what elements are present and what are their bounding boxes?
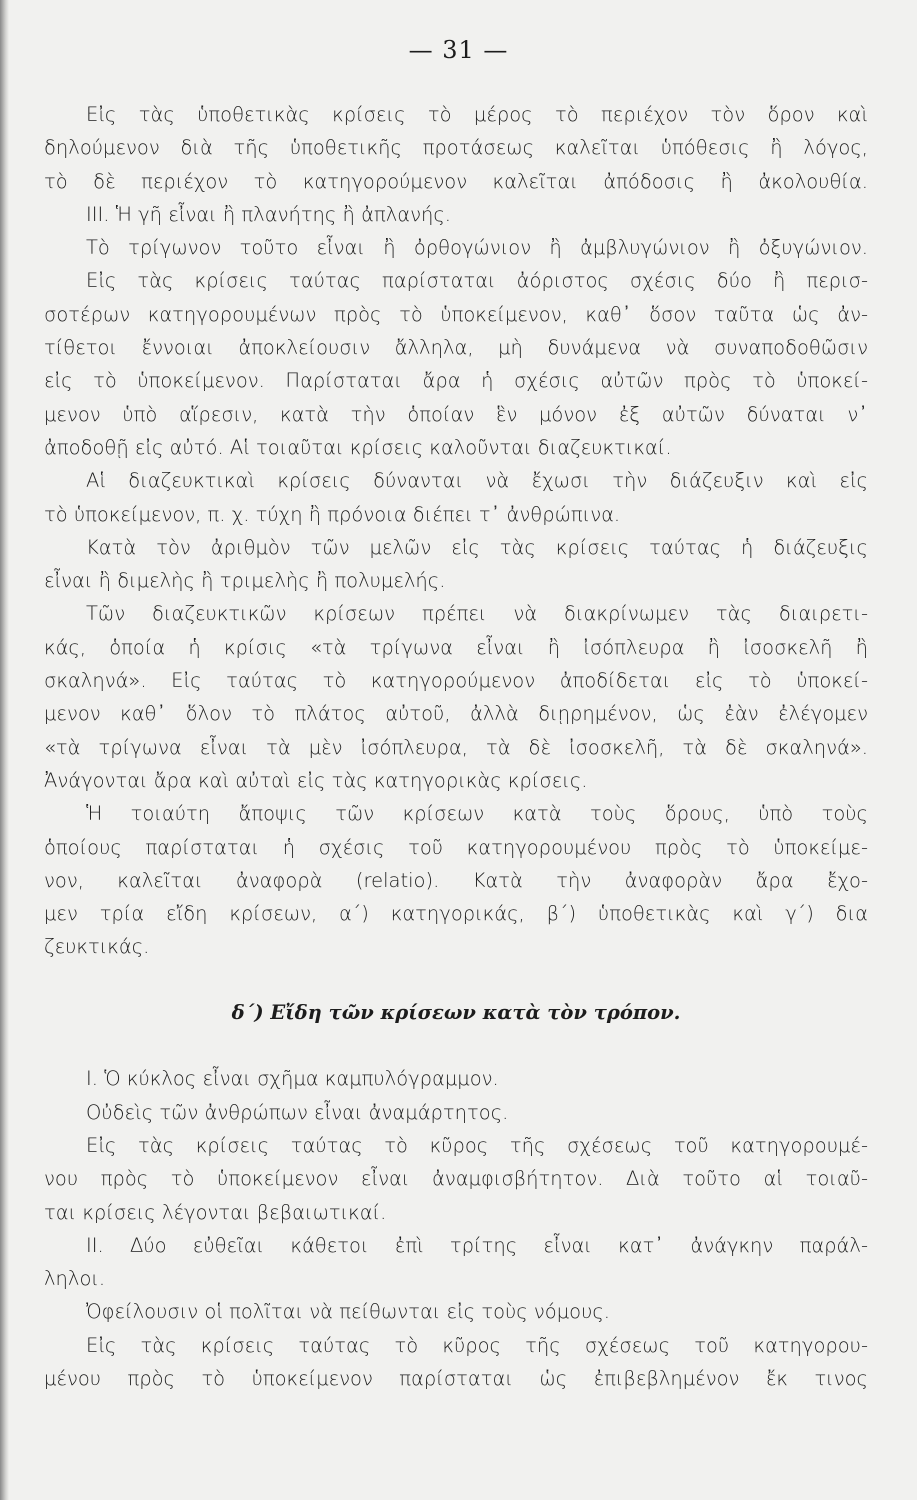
text-line: Τῶν διαζευκτικῶν κρίσεων πρέπει νὰ διακρίνωμεν τὰς διαιρετι- bbox=[86, 602, 868, 626]
text-line: Ἡ τοιαύτη ἄποψις τῶν κρίσεων κατὰ τοὺς ὅρους, ὑπὸ τοὺς bbox=[86, 802, 868, 826]
text-line: Αἱ διαζευκτικαὶ κρίσεις δύνανται νὰ ἔχωσι τὴν διάζευξιν καὶ εἰς bbox=[86, 469, 868, 493]
text-line: Ὀφείλουσιν οἱ πολῖται νὰ πείθωνται εἰς τοὺς νόμους. bbox=[86, 1300, 611, 1324]
section-gap bbox=[44, 1046, 868, 1062]
text-line: III. Ἡ γῆ εἶναι ἢ πλανήτης ἢ ἀπλανής. bbox=[86, 202, 451, 226]
text-line: ὁποίους παρίσταται ἡ σχέσις τοῦ κατηγορουμένου πρὸς τὸ ὑποκείμε- bbox=[44, 835, 868, 859]
text-line: κάς, ὁποία ἡ κρίσις «τὰ τρίγωνα εἶναι ἢ ἰσόπλευρα ἢ ἰσοσκελῆ ἢ bbox=[44, 635, 868, 659]
text-line: εἰς τὸ ὑποκείμενον. Παρίσταται ἄρα ἡ σχέσις αὐτῶν πρὸς τὸ ὑποκεί- bbox=[44, 369, 868, 393]
text-line: νου πρὸς τὸ ὑποκείμενον εἶναι ἀναμφισβήτητον. Διὰ τοῦτο αἱ τοιαῦ- bbox=[44, 1167, 868, 1191]
text-line: μενον ὑπὸ αἵρεσιν, κατὰ τὴν ὁποίαν ἓν μόνον ἐξ αὐτῶν δύναται ν᾽ bbox=[44, 402, 868, 426]
text-line: «τὰ τρίγωνα εἶναι τὰ μὲν ἰσόπλευρα, τὰ δὲ ἰσοσκελῆ, τὰ δὲ σκαληνά». bbox=[44, 735, 868, 759]
text-line: ληλοι. bbox=[44, 1267, 106, 1291]
text-line: δηλούμενον διὰ τῆς ὑποθετικῆς προτάσεως καλεῖται ὑπόθεσις ἢ λόγος, bbox=[44, 136, 868, 160]
text-line: μενον καθ᾽ ὅλον τὸ πλάτος αὐτοῦ, ἀλλὰ διῃρημένον, ὡς ἐὰν ἐλέγομεν bbox=[44, 702, 868, 726]
text-block-forms-of-judgment bbox=[44, 98, 868, 964]
section-heading: δ΄) Εἴδη τῶν κρίσεων κατὰ τὸν τρόπον. bbox=[231, 1000, 681, 1024]
text-line: Εἰς τὰς ὑποθετικὰς κρίσεις τὸ μέρος τὸ περιέχον τὸν ὅρον καὶ bbox=[86, 103, 868, 126]
text-line: νον, καλεῖται ἀναφορὰ (relatio). Κατὰ τὴν ἀναφορὰν ἄρα ἔχο- bbox=[44, 868, 868, 892]
text-line: σκαληνά». Εἰς ταύτας τὸ κατηγορούμενον ἀποδίδεται εἰς τὸ ὑποκεί- bbox=[44, 669, 868, 693]
text-line: Εἰς τὰς κρίσεις ταύτας τὸ κῦρος τῆς σχέσεως τοῦ κατηγορουμέ- bbox=[86, 1133, 868, 1157]
text-line: ται κρίσεις λέγονται βεβαιωτικαί. bbox=[44, 1200, 387, 1224]
text-line: Εἰς τὰς κρίσεις ταύτας τὸ κῦρος τῆς σχέσεως τοῦ κατηγορου- bbox=[86, 1333, 868, 1357]
text-line: τὸ ὑποκείμενον, π. χ. τύχη ἢ πρόνοια διέπει τ᾽ ἀνθρώπινα. bbox=[44, 502, 621, 526]
text-block-modality bbox=[44, 1062, 868, 1395]
text-line: Κατὰ τὸν ἀριθμὸν τῶν μελῶν εἰς τὰς κρίσεις ταύτας ἡ διάζευξις bbox=[86, 535, 868, 559]
text-line: σοτέρων κατηγορουμένων πρὸς τὸ ὑποκείμενον, καθ᾽ ὅσον ταῦτα ὡς ἀν- bbox=[44, 302, 868, 326]
text-line: I. Ὁ κύκλος εἶναι σχῆμα καμπυλόγραμμον. bbox=[86, 1067, 499, 1091]
text-line: μένου πρὸς τὸ ὑποκείμενον παρίσταται ὡς ἐπιβεβλημένον ἔκ τινος bbox=[44, 1366, 868, 1390]
text-line: μεν τρία εἴδη κρίσεων, α΄) κατηγορικάς, β΄) ὑποθετικὰς καὶ γ΄) δια bbox=[44, 902, 868, 926]
text-line: τὸ δὲ περιέχον τὸ κατηγορούμενον καλεῖται ἀπόδοσις ἢ ἀκολουθία. bbox=[44, 169, 868, 193]
body-text bbox=[44, 98, 868, 1395]
text-line: II. Δύο εὐθεῖαι κάθετοι ἐπὶ τρίτης εἶναι κατ᾽ ἀνάγκην παράλ- bbox=[86, 1233, 868, 1257]
text-line: Τὸ τρίγωνον τοῦτο εἶναι ἢ ὀρθογώνιον ἢ ἀμβλυγώνιον ἢ ὀξυγώνιον. bbox=[86, 236, 868, 260]
text-line: Ἀνάγονται ἄρα καὶ αὐταὶ εἰς τὰς κατηγορικὰς κρίσεις. bbox=[44, 768, 588, 792]
text-line: ζευκτικάς. bbox=[44, 935, 150, 959]
text-line: εἶναι ἢ διμελὴς ἢ τριμελὴς ἢ πολυμελής. bbox=[44, 569, 446, 593]
page-number: — 31 — bbox=[408, 36, 509, 64]
section-gap bbox=[44, 964, 868, 980]
text-line: ἀποδοθῇ εἰς αὐτό. Αἱ τοιαῦται κρίσεις καλοῦνται διαζευκτικαί. bbox=[44, 435, 672, 459]
text-line: Οὐδεὶς τῶν ἀνθρώπων εἶναι ἀναμάρτητος. bbox=[86, 1100, 509, 1124]
text-line: τίθετοι ἔννοιαι ἀποκλείουσιν ἄλληλα, μὴ δυνάμενα νὰ συναποδοθῶσιν bbox=[44, 336, 868, 360]
text-line: Εἰς τὰς κρίσεις ταύτας παρίσταται ἀόριστος σχέσις δύο ἢ περισ- bbox=[86, 269, 868, 293]
